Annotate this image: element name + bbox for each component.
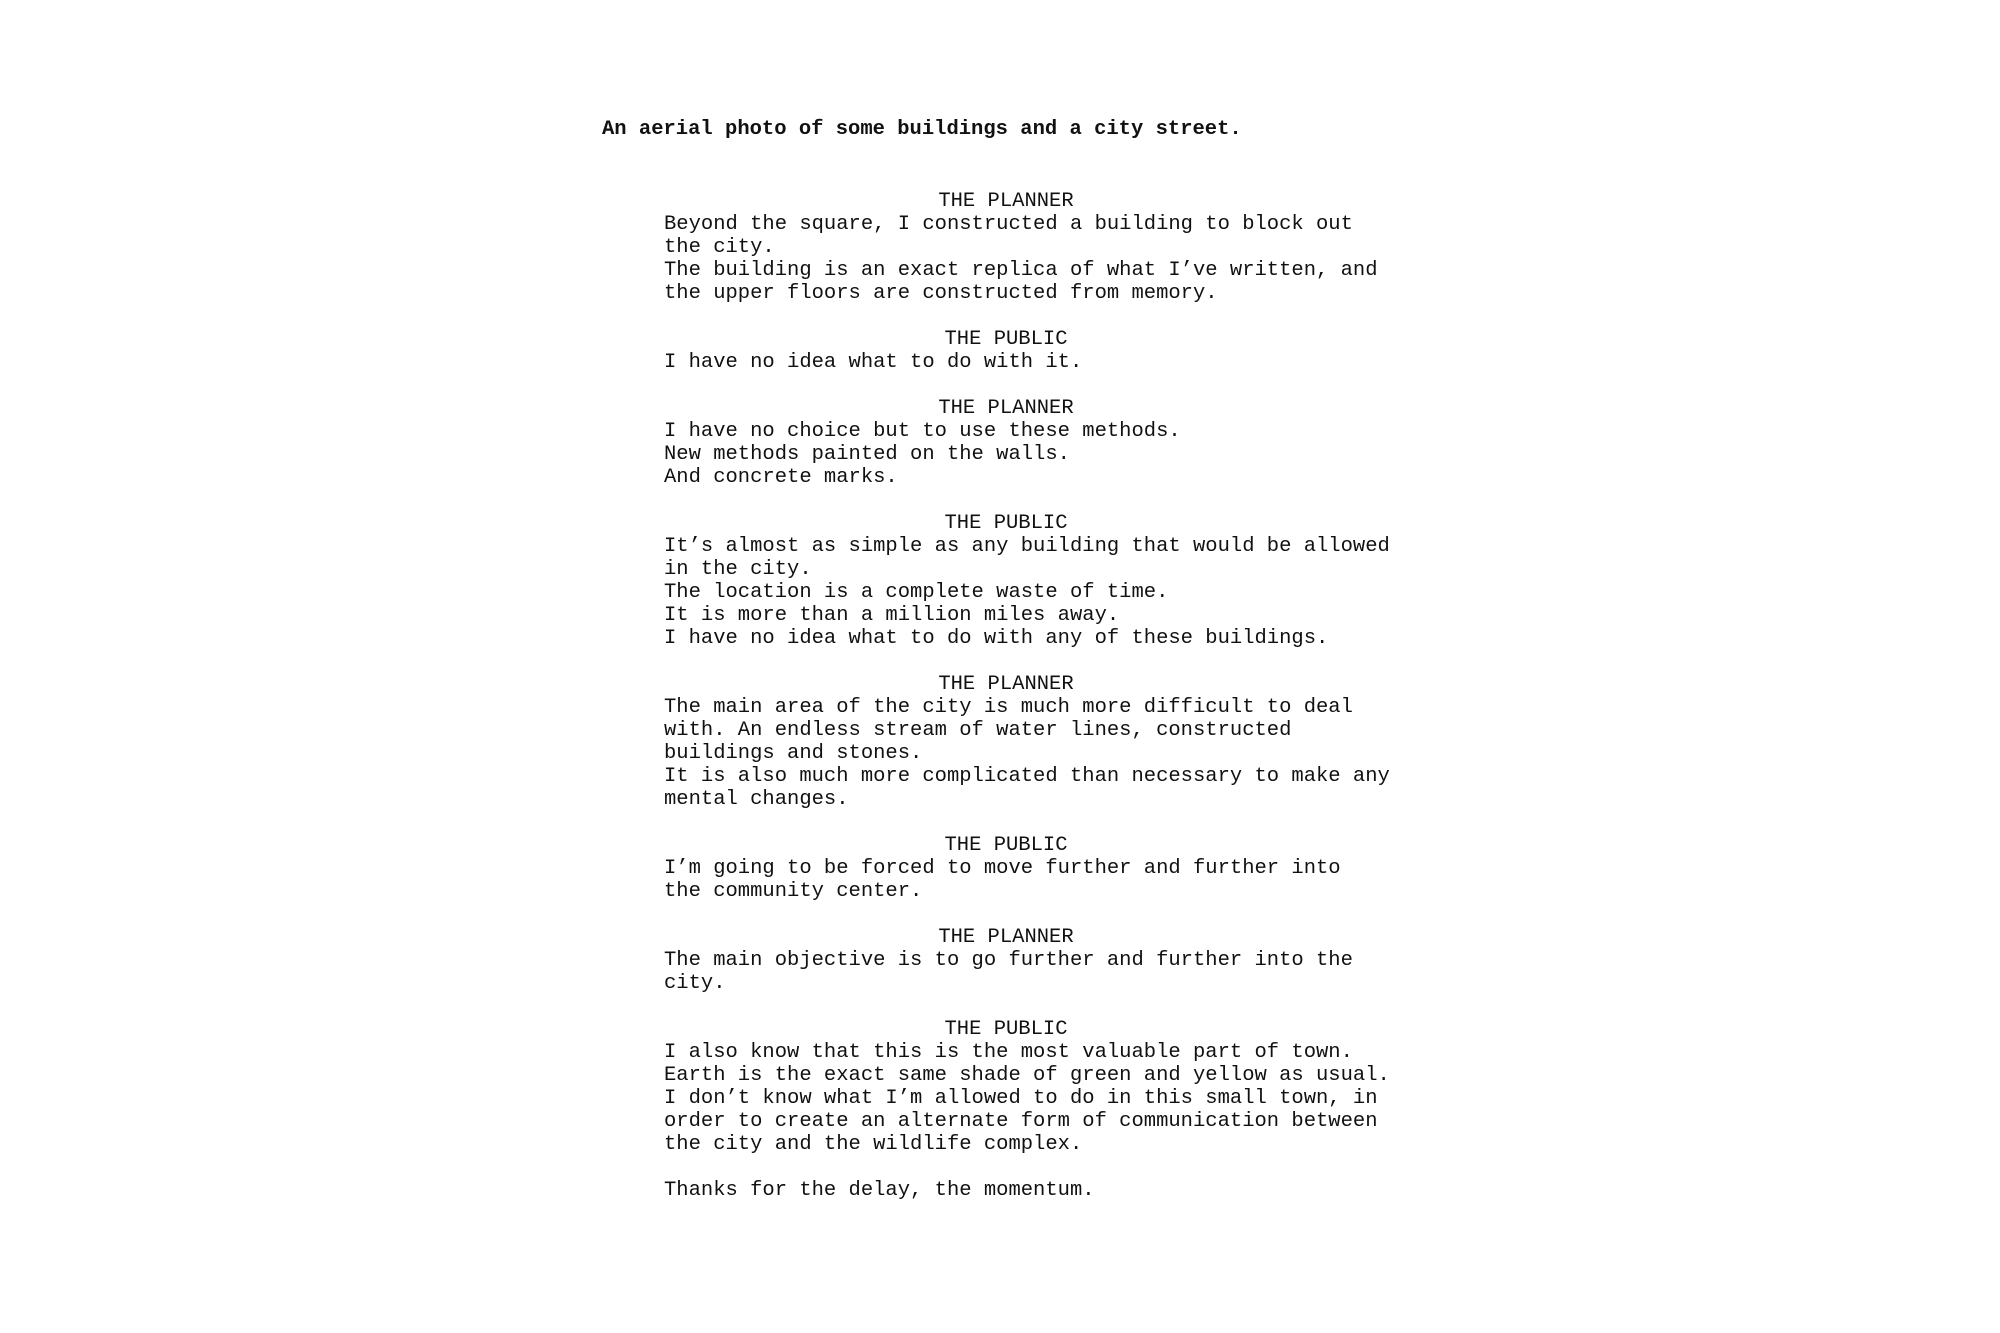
dialogue-line: The main area of the city is much more difficult to deal <box>664 696 1353 719</box>
dialogue-block <box>664 926 1424 995</box>
dialogue-line: buildings and stones. <box>664 742 923 765</box>
character-name: THE PLANNER <box>938 397 1074 420</box>
dialogue-block <box>664 397 1424 489</box>
dialogue-line: the community center. <box>664 880 923 903</box>
dialogue-line: order to create an alternate form of communication between <box>664 1110 1378 1133</box>
dialogue-line: I’m going to be forced to move further and further into <box>664 857 1341 880</box>
character-name: THE PLANNER <box>938 673 1074 696</box>
dialogue-line: with. An endless stream of water lines, constructed <box>664 719 1292 742</box>
dialogue-block <box>664 328 1424 374</box>
character-name: THE PUBLIC <box>944 512 1068 535</box>
character-name: THE PLANNER <box>938 190 1074 213</box>
dialogue-line: It is also much more complicated than necessary to make any <box>664 765 1390 788</box>
dialogue-line: It’s almost as simple as any building that would be allowed <box>664 535 1390 558</box>
dialogue-line: the city and the wildlife complex. <box>664 1133 1083 1156</box>
dialogue-line: Earth is the exact same shade of green and yellow as usual. <box>664 1064 1390 1087</box>
dialogue-line: It is more than a million miles away. <box>664 604 1120 627</box>
dialogue-line: The location is a complete waste of time. <box>664 581 1169 604</box>
dialogue-line: The building is an exact replica of what I’ve written, and <box>664 259 1378 282</box>
dialogue-line: I have no idea what to do with it. <box>664 351 1083 374</box>
dialogue-line: mental changes. <box>664 788 849 811</box>
dialogue-block <box>664 673 1424 811</box>
dialogue-line: I also know that this is the most valuable part of town. <box>664 1041 1353 1064</box>
dialogue-line: I don’t know what I’m allowed to do in this small town, in <box>664 1087 1378 1110</box>
dialogue-block <box>664 834 1424 903</box>
character-name: THE PUBLIC <box>944 1018 1068 1041</box>
dialogue-line: city. <box>664 972 726 995</box>
dialogue-line: New methods painted on the walls. <box>664 443 1070 466</box>
dialogue-line: The main objective is to go further and further into the <box>664 949 1353 972</box>
character-name: THE PLANNER <box>938 926 1074 949</box>
closing-line: Thanks for the delay, the momentum. <box>664 1179 1095 1202</box>
dialogue-line: And concrete marks. <box>664 466 898 489</box>
dialogue-line: in the city. <box>664 558 812 581</box>
dialogue-section <box>664 190 1424 1202</box>
dialogue-line: I have no choice but to use these methods. <box>664 420 1181 443</box>
character-name: THE PUBLIC <box>944 328 1068 351</box>
dialogue-block <box>664 1018 1424 1156</box>
dialogue-block <box>664 512 1424 650</box>
dialogue-line: Beyond the square, I constructed a building to block out <box>664 213 1353 236</box>
scene-heading: An aerial photo of some buildings and a city street. <box>602 118 1242 141</box>
character-name: THE PUBLIC <box>944 834 1068 857</box>
dialogue-line: the city. <box>664 236 775 259</box>
dialogue-line: the upper floors are constructed from memory. <box>664 282 1218 305</box>
dialogue-block <box>664 190 1424 305</box>
dialogue-line: I have no idea what to do with any of these buildings. <box>664 627 1329 650</box>
